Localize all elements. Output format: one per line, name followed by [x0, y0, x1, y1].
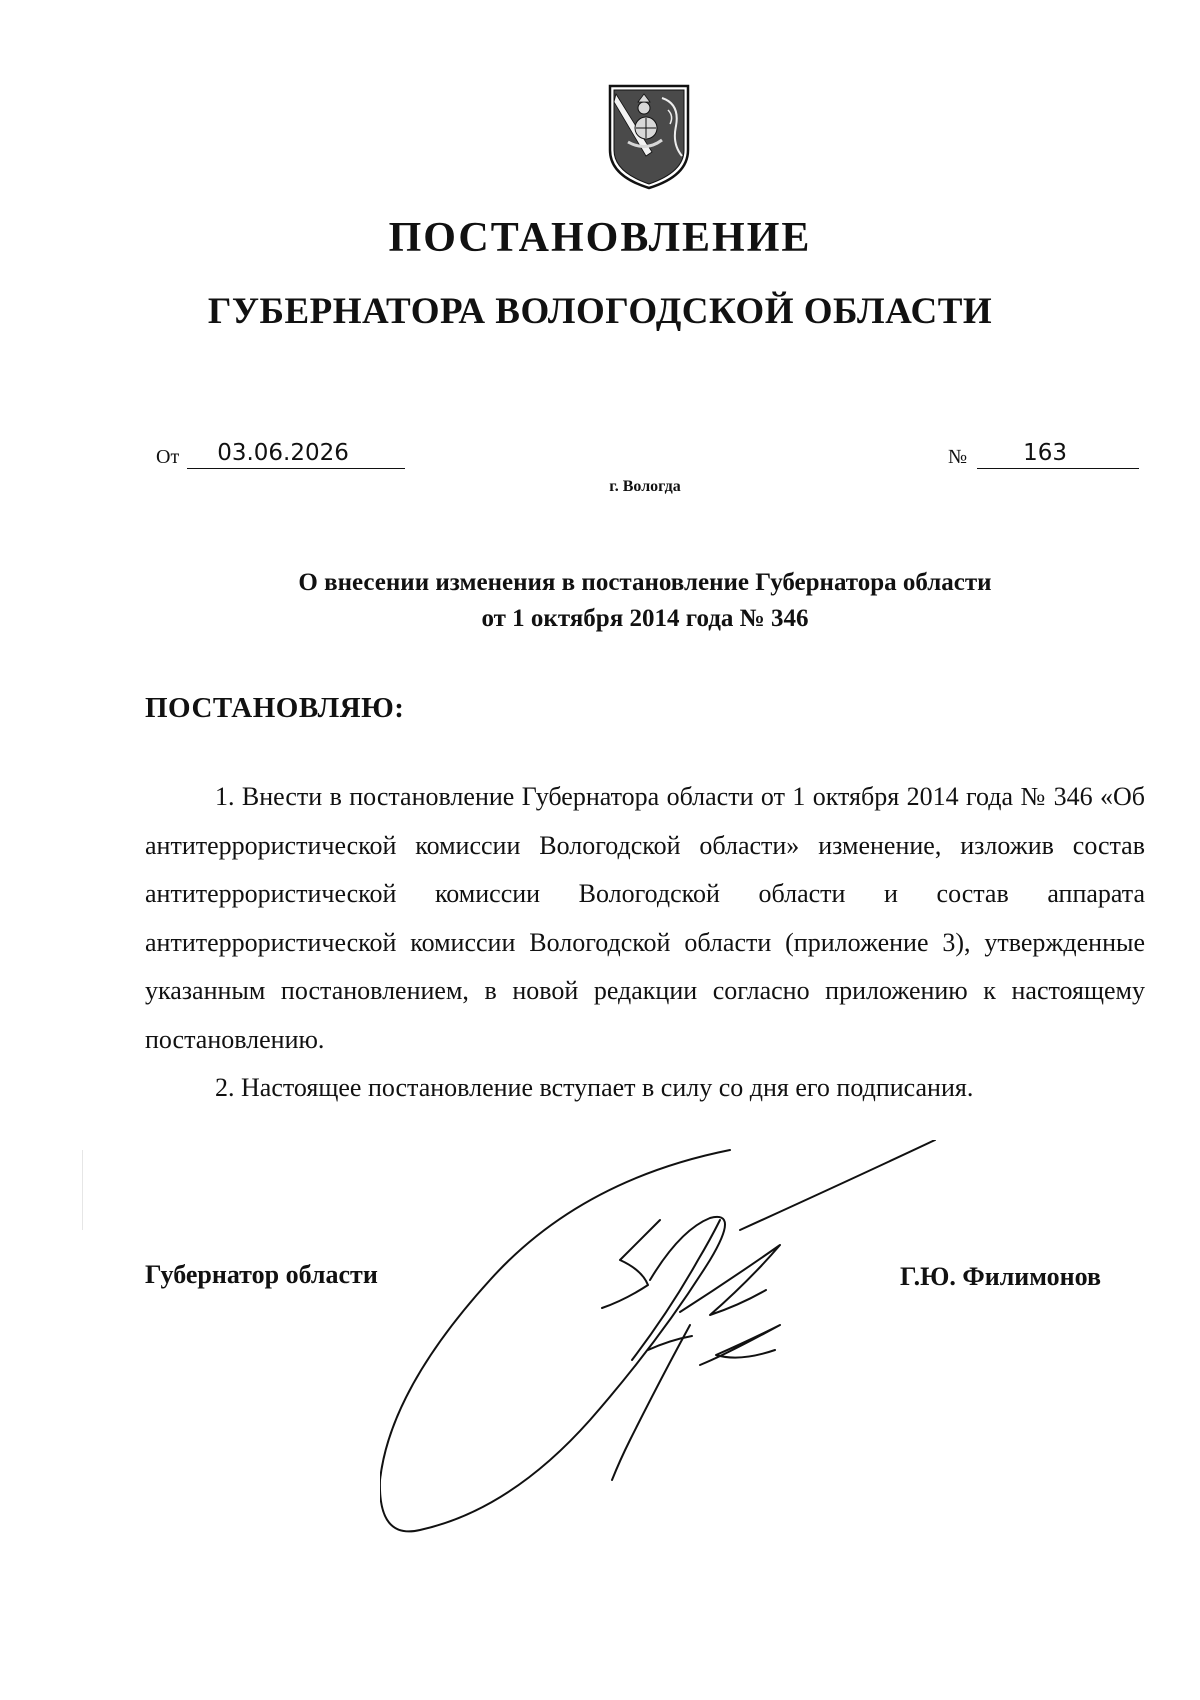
coat-of-arms-icon [602, 80, 696, 192]
document-type-title: ПОСТАНОВЛЕНИЕ [388, 215, 812, 261]
date-prefix: От [156, 446, 180, 468]
subject-line-2: от 1 октября 2014 года № 346 [481, 605, 809, 632]
subject-line-1: О внесении изменения в постановление Губернатора области [298, 569, 992, 596]
date-field [156, 438, 405, 469]
number-field [948, 438, 1139, 469]
document-body [145, 773, 1145, 1113]
decree-word: ПОСТАНОВЛЯЮ: [145, 692, 405, 724]
city-label: г. Вологда [609, 478, 681, 495]
paragraph-2: 2. Настоящее постановление вступает в силу со дня его подписания. [215, 1073, 974, 1102]
scan-fold-mark [82, 1150, 83, 1230]
date-value: 03.06.2026 [187, 438, 405, 469]
signatory-name: Г.Ю. Филимонов [900, 1262, 1102, 1291]
number-value: 163 [977, 438, 1139, 469]
paragraph-1: 1. Внести в постановление Губернатора области от 1 октября 2014 года № 346 «Об антитеррористической комиссии Вологодской области» изменение, изложив состав антитеррористической комиссии Вологодской области и состав аппарата антитеррористической комиссии Вологодской области (приложение 3), утвержденные указанным постановлением, в новой редакции согласно приложению к настоящему постановлению. [145, 782, 1145, 1054]
handwritten-signature-icon [380, 1140, 950, 1540]
document-subject [0, 565, 1200, 637]
number-prefix: № [948, 446, 968, 468]
issuer-title: ГУБЕРНАТОРА ВОЛОГОДСКОЙ ОБЛАСТИ [207, 291, 993, 332]
signatory-title: Губернатор области [145, 1260, 378, 1289]
